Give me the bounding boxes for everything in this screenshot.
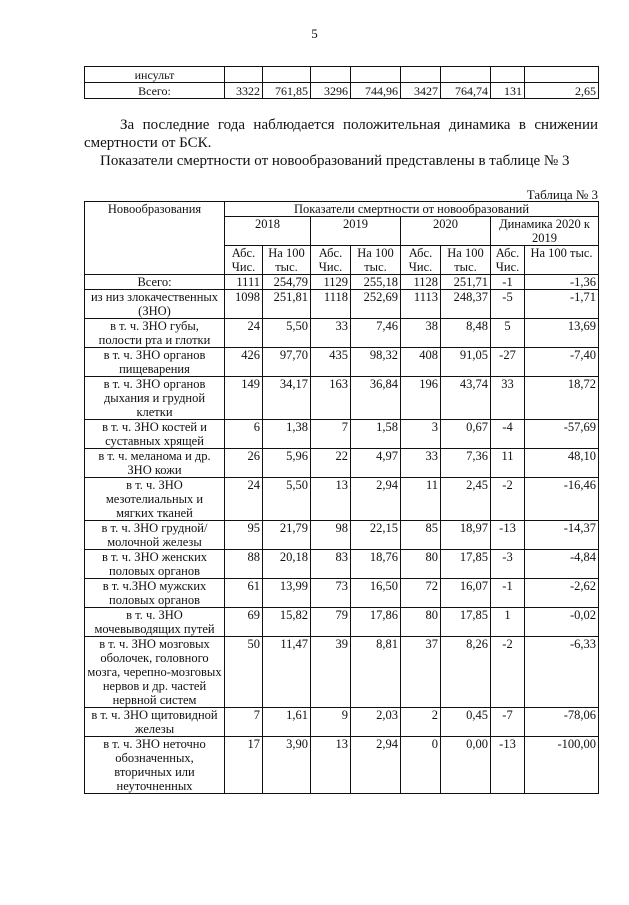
table-cell: 95: [225, 521, 263, 550]
row-label: в т. ч. ЗНО неточно обозначенных, вторичных или неуточненных: [85, 737, 225, 794]
row-label: из низ злокачественных (ЗНО): [85, 290, 225, 319]
table-cell: -5: [491, 290, 525, 319]
neoplasm-mortality-table: [84, 201, 599, 794]
table-cell: 0: [401, 737, 441, 794]
row-label: в т. ч. ЗНО мезотелиальных и мягких тканей: [85, 478, 225, 521]
table-row: [85, 83, 599, 99]
table-row: [85, 608, 599, 637]
table-cell: 83: [311, 550, 351, 579]
table-row: [85, 637, 599, 708]
subheader-abs: Абс. Чис.: [225, 246, 263, 275]
row-label: в т. ч. ЗНО мозговых оболочек, головного мозга, черепно-мозговых нервов и др. частей нервной систем: [85, 637, 225, 708]
table-cell: 0,45: [441, 708, 491, 737]
table-cell: -57,69: [525, 420, 599, 449]
table-row: [85, 377, 599, 420]
table-cell: 18,76: [351, 550, 401, 579]
table-cell: 1,58: [351, 420, 401, 449]
table-caption: Таблица № 3: [526, 187, 598, 202]
table-row: [85, 420, 599, 449]
table-cell: 61: [225, 579, 263, 608]
table-cell: 9: [311, 708, 351, 737]
table-cell: 15,82: [263, 608, 311, 637]
table-cell: 251,71: [441, 275, 491, 290]
header-year-2018: 2018: [225, 217, 311, 246]
table-cell: 8,26: [441, 637, 491, 708]
table-cell: -13: [491, 737, 525, 794]
table-cell: [225, 67, 263, 83]
table-cell: 163: [311, 377, 351, 420]
table-cell: -27: [491, 348, 525, 377]
table-cell: 3: [401, 420, 441, 449]
table-cell: -1,71: [525, 290, 599, 319]
table-cell: 97,70: [263, 348, 311, 377]
table-cell: 33: [311, 319, 351, 348]
table-cell: -78,06: [525, 708, 599, 737]
table-cell: 43,74: [441, 377, 491, 420]
table-row: [85, 478, 599, 521]
table-cell: 7,36: [441, 449, 491, 478]
table-cell: -7: [491, 708, 525, 737]
row-label: в т. ч. ЗНО губы, полости рта и глотки: [85, 319, 225, 348]
table-cell: 248,37: [441, 290, 491, 319]
row-label: Всего:: [85, 275, 225, 290]
table-cell: 50: [225, 637, 263, 708]
table-cell: 72: [401, 579, 441, 608]
row-label: Всего:: [85, 83, 225, 99]
table-cell: 255,18: [351, 275, 401, 290]
header-year-2019: 2019: [311, 217, 401, 246]
table-cell: -1,36: [525, 275, 599, 290]
table-cell: 18,97: [441, 521, 491, 550]
subheader-per-100k: На 100 тыс.: [263, 246, 311, 275]
table-cell: 11: [401, 478, 441, 521]
table-cell: 8,81: [351, 637, 401, 708]
row-label: инсульт: [85, 67, 225, 83]
table-cell: 149: [225, 377, 263, 420]
subheader-per-100k: На 100 тыс.: [351, 246, 401, 275]
table-cell: 196: [401, 377, 441, 420]
table-cell: 22,15: [351, 521, 401, 550]
table-cell: 5,96: [263, 449, 311, 478]
table-cell: 3322: [225, 83, 263, 99]
table-cell: 4,97: [351, 449, 401, 478]
table-cell: [263, 67, 311, 83]
table-cell: 8,48: [441, 319, 491, 348]
table-cell: 36,84: [351, 377, 401, 420]
table-cell: [441, 67, 491, 83]
subheader-per-100k: На 100 тыс.: [441, 246, 491, 275]
table-cell: 17,86: [351, 608, 401, 637]
table-cell: -2,62: [525, 579, 599, 608]
subheader-per-100k: На 100 тыс.: [525, 246, 599, 275]
table-cell: -100,00: [525, 737, 599, 794]
table-cell: 254,79: [263, 275, 311, 290]
table-cell: 24: [225, 478, 263, 521]
table-cell: 22: [311, 449, 351, 478]
table-cell: 37: [401, 637, 441, 708]
subheader-abs: Абс. Чис.: [401, 246, 441, 275]
table-cell: 0,00: [441, 737, 491, 794]
table-cell: 408: [401, 348, 441, 377]
table-row: [85, 275, 599, 290]
table-row: [85, 319, 599, 348]
table-cell: 33: [491, 377, 525, 420]
table-cell: 2,45: [441, 478, 491, 521]
page-number: 5: [311, 26, 318, 41]
table-cell: -1: [491, 275, 525, 290]
row-label: в т. ч. ЗНО органов дыхания и грудной клетки: [85, 377, 225, 420]
table-cell: -7,40: [525, 348, 599, 377]
table-cell: -16,46: [525, 478, 599, 521]
table-cell: 11: [491, 449, 525, 478]
table-cell: 13,99: [263, 579, 311, 608]
table-cell: 1111: [225, 275, 263, 290]
row-label: в т. ч.ЗНО мужских половых органов: [85, 579, 225, 608]
table-cell: [401, 67, 441, 83]
table-cell: 16,50: [351, 579, 401, 608]
table-cell: 24: [225, 319, 263, 348]
table-row: [85, 708, 599, 737]
table-cell: 1129: [311, 275, 351, 290]
table-cell: 91,05: [441, 348, 491, 377]
row-label: в т. ч. ЗНО органов пищеварения: [85, 348, 225, 377]
table-cell: 18,72: [525, 377, 599, 420]
table-cell: 2,03: [351, 708, 401, 737]
header-year-2020: 2020: [401, 217, 491, 246]
table-cell: 1118: [311, 290, 351, 319]
table-cell: 7,46: [351, 319, 401, 348]
table-cell: 3,90: [263, 737, 311, 794]
table-cell: 13: [311, 737, 351, 794]
table-cell: 744,96: [351, 83, 401, 99]
table-cell: 79: [311, 608, 351, 637]
table-cell: 3427: [401, 83, 441, 99]
table-cell: -4: [491, 420, 525, 449]
table-cell: 5: [491, 319, 525, 348]
table-cell: [311, 67, 351, 83]
table-cell: 48,10: [525, 449, 599, 478]
table-cell: 435: [311, 348, 351, 377]
table-cell: 0,67: [441, 420, 491, 449]
table-cell: 13: [311, 478, 351, 521]
table-cell: -0,02: [525, 608, 599, 637]
table-cell: -14,37: [525, 521, 599, 550]
table-cell: -2: [491, 478, 525, 521]
table-cell: -3: [491, 550, 525, 579]
row-label: в т. ч. меланома и др. ЗНО кожи: [85, 449, 225, 478]
table-cell: 1: [491, 608, 525, 637]
table-cell: [491, 67, 525, 83]
table-cell: 17: [225, 737, 263, 794]
row-label: в т. ч. ЗНО щитовидной железы: [85, 708, 225, 737]
table-row: [85, 348, 599, 377]
row-label: в т. ч. ЗНО костей и суставных хрящей: [85, 420, 225, 449]
table-cell: 1,38: [263, 420, 311, 449]
table-cell: 2,65: [525, 83, 599, 99]
table-cell: 80: [401, 608, 441, 637]
table-cell: 7: [225, 708, 263, 737]
table-cell: 73: [311, 579, 351, 608]
previous-table-fragment: [84, 66, 599, 99]
table-cell: 2,94: [351, 478, 401, 521]
table-cell: 3296: [311, 83, 351, 99]
table-cell: 6: [225, 420, 263, 449]
table-row: [85, 521, 599, 550]
table-cell: -2: [491, 637, 525, 708]
table-cell: 16,07: [441, 579, 491, 608]
table-cell: -4,84: [525, 550, 599, 579]
table-cell: 26: [225, 449, 263, 478]
table-cell: -6,33: [525, 637, 599, 708]
table-cell: 7: [311, 420, 351, 449]
subheader-abs: Абс. Чис.: [491, 246, 525, 275]
table-cell: 764,74: [441, 83, 491, 99]
table-cell: 85: [401, 521, 441, 550]
row-label: в т. ч. ЗНО женских половых органов: [85, 550, 225, 579]
table-cell: 251,81: [263, 290, 311, 319]
table-cell: 20,18: [263, 550, 311, 579]
table-cell: 1113: [401, 290, 441, 319]
header-dynamics: Динамика 2020 к 2019: [491, 217, 599, 246]
table-cell: 21,79: [263, 521, 311, 550]
table-cell: 1128: [401, 275, 441, 290]
table-cell: -13: [491, 521, 525, 550]
table-cell: 2: [401, 708, 441, 737]
row-label: в т. ч. ЗНО мочевыводящих путей: [85, 608, 225, 637]
table-cell: 252,69: [351, 290, 401, 319]
paragraph-bsk-dynamics: За последние года наблюдается положительная динамика в снижении смертности от БСК.: [84, 117, 598, 151]
table-cell: 1,61: [263, 708, 311, 737]
table-cell: 33: [401, 449, 441, 478]
table-cell: 1098: [225, 290, 263, 319]
table-cell: [525, 67, 599, 83]
table-cell: 17,85: [441, 608, 491, 637]
table-row: [85, 579, 599, 608]
table-cell: 761,85: [263, 83, 311, 99]
table-cell: 5,50: [263, 478, 311, 521]
table-cell: 80: [401, 550, 441, 579]
table-cell: 98,32: [351, 348, 401, 377]
table-cell: 426: [225, 348, 263, 377]
table-row: [85, 290, 599, 319]
row-label: в т. ч. ЗНО грудной/молочной железы: [85, 521, 225, 550]
paragraph-table-intro: Показатели смертности от новообразований представлены в таблице № 3: [100, 153, 570, 169]
table-cell: 98: [311, 521, 351, 550]
table-row: [85, 737, 599, 794]
table-cell: 34,17: [263, 377, 311, 420]
table-row: [85, 449, 599, 478]
table-cell: 39: [311, 637, 351, 708]
header-neoplasms: Новообразования: [85, 202, 225, 275]
table-cell: 131: [491, 83, 525, 99]
header-group: Показатели смертности от новообразований: [225, 202, 599, 217]
subheader-abs: Абс. Чис.: [311, 246, 351, 275]
table-cell: [351, 67, 401, 83]
table-row: [85, 550, 599, 579]
table-cell: 11,47: [263, 637, 311, 708]
table-cell: -1: [491, 579, 525, 608]
table-cell: 2,94: [351, 737, 401, 794]
table-cell: 38: [401, 319, 441, 348]
table-cell: 13,69: [525, 319, 599, 348]
table-row: [85, 67, 599, 83]
table-cell: 88: [225, 550, 263, 579]
table-cell: 5,50: [263, 319, 311, 348]
table-cell: 17,85: [441, 550, 491, 579]
table-cell: 69: [225, 608, 263, 637]
